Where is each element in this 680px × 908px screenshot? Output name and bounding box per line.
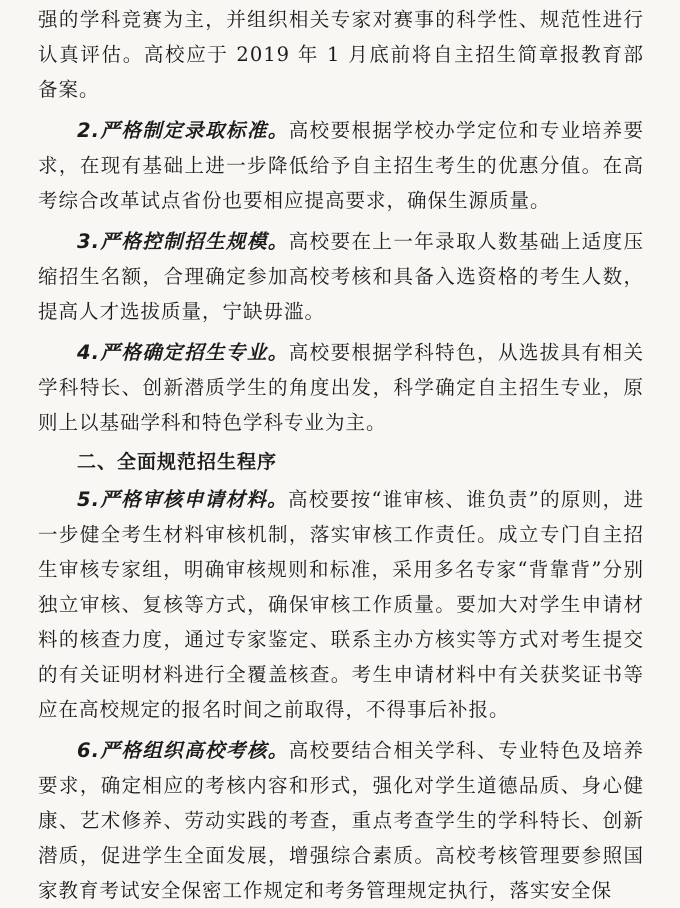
section-heading: 二、全面规范招生程序 [77, 451, 278, 473]
item-2-paragraph [38, 113, 644, 218]
item-3-paragraph [38, 224, 644, 329]
item-2-title: 2.严格制定录取标准。 [77, 119, 289, 142]
item-6-body: 高校要结合相关学科、专业特色及培养要求，确定相应的考核内容和形式，强化对学生道德品质、身心健康、艺术修养、劳动实践的考查，重点考查学生的学科特长、创新潜质，促进学生全面发展，增强综合素质。高校考核管理要参照国家教育考试安全保密工作规定和考务管理规定执行，落实安全保 [38, 739, 644, 902]
intro-paragraph: 强的学科竞赛为主，并组织相关专家对赛事的科学性、规范性进行认真评估。高校应于 2019 年 1 月底前将自主招生简章报教育部备案。 [38, 8, 644, 101]
item-5-paragraph [38, 482, 644, 727]
item-4-title: 4.严格确定招生专业。 [77, 341, 289, 364]
item-6-paragraph [38, 733, 644, 908]
item-3-body: 高校要在上一年录取人数基础上适度压缩招生名额，合理确定参加高校考核和具备入选资格的考生人数，提高人才选拔质量，宁缺毋滥。 [38, 230, 644, 323]
item-4-paragraph [38, 335, 644, 440]
item-5-body: 高校要按“谁审核、谁负责”的原则，进一步健全考生材料审核机制，落实审核工作责任。成立专门自主招生审核专家组，明确审核规则和标准，采用多名专家“背靠背”分别独立审核、复核等方式，确保审核工作质量。要加大对学生申请材料的核查力度，通过专家鉴定、联系主办方核实等方式对考生提交的有关证明材料进行全覆盖核查。考生申请材料中有关获奖证书等应在高校规定的报名时间之前取得，不得事后补报。 [38, 488, 644, 721]
item-5-title: 5.严格审核申请材料。 [77, 488, 289, 511]
item-4-body: 高校要根据学科特色，从选拔具有相关学科特长、创新潜质学生的角度出发，科学确定自主招生专业，原则上以基础学科和特色学科专业为主。 [38, 341, 644, 434]
item-3-title: 3.严格控制招生规模。 [77, 230, 289, 253]
item-6-title: 6.严格组织高校考核。 [77, 739, 289, 762]
item-2-body: 高校要根据学校办学定位和专业培养要求，在现有基础上进一步降低给予自主招生考生的优惠分值。在高考综合改革试点省份也要相应提高要求，确保生源质量。 [38, 119, 644, 212]
